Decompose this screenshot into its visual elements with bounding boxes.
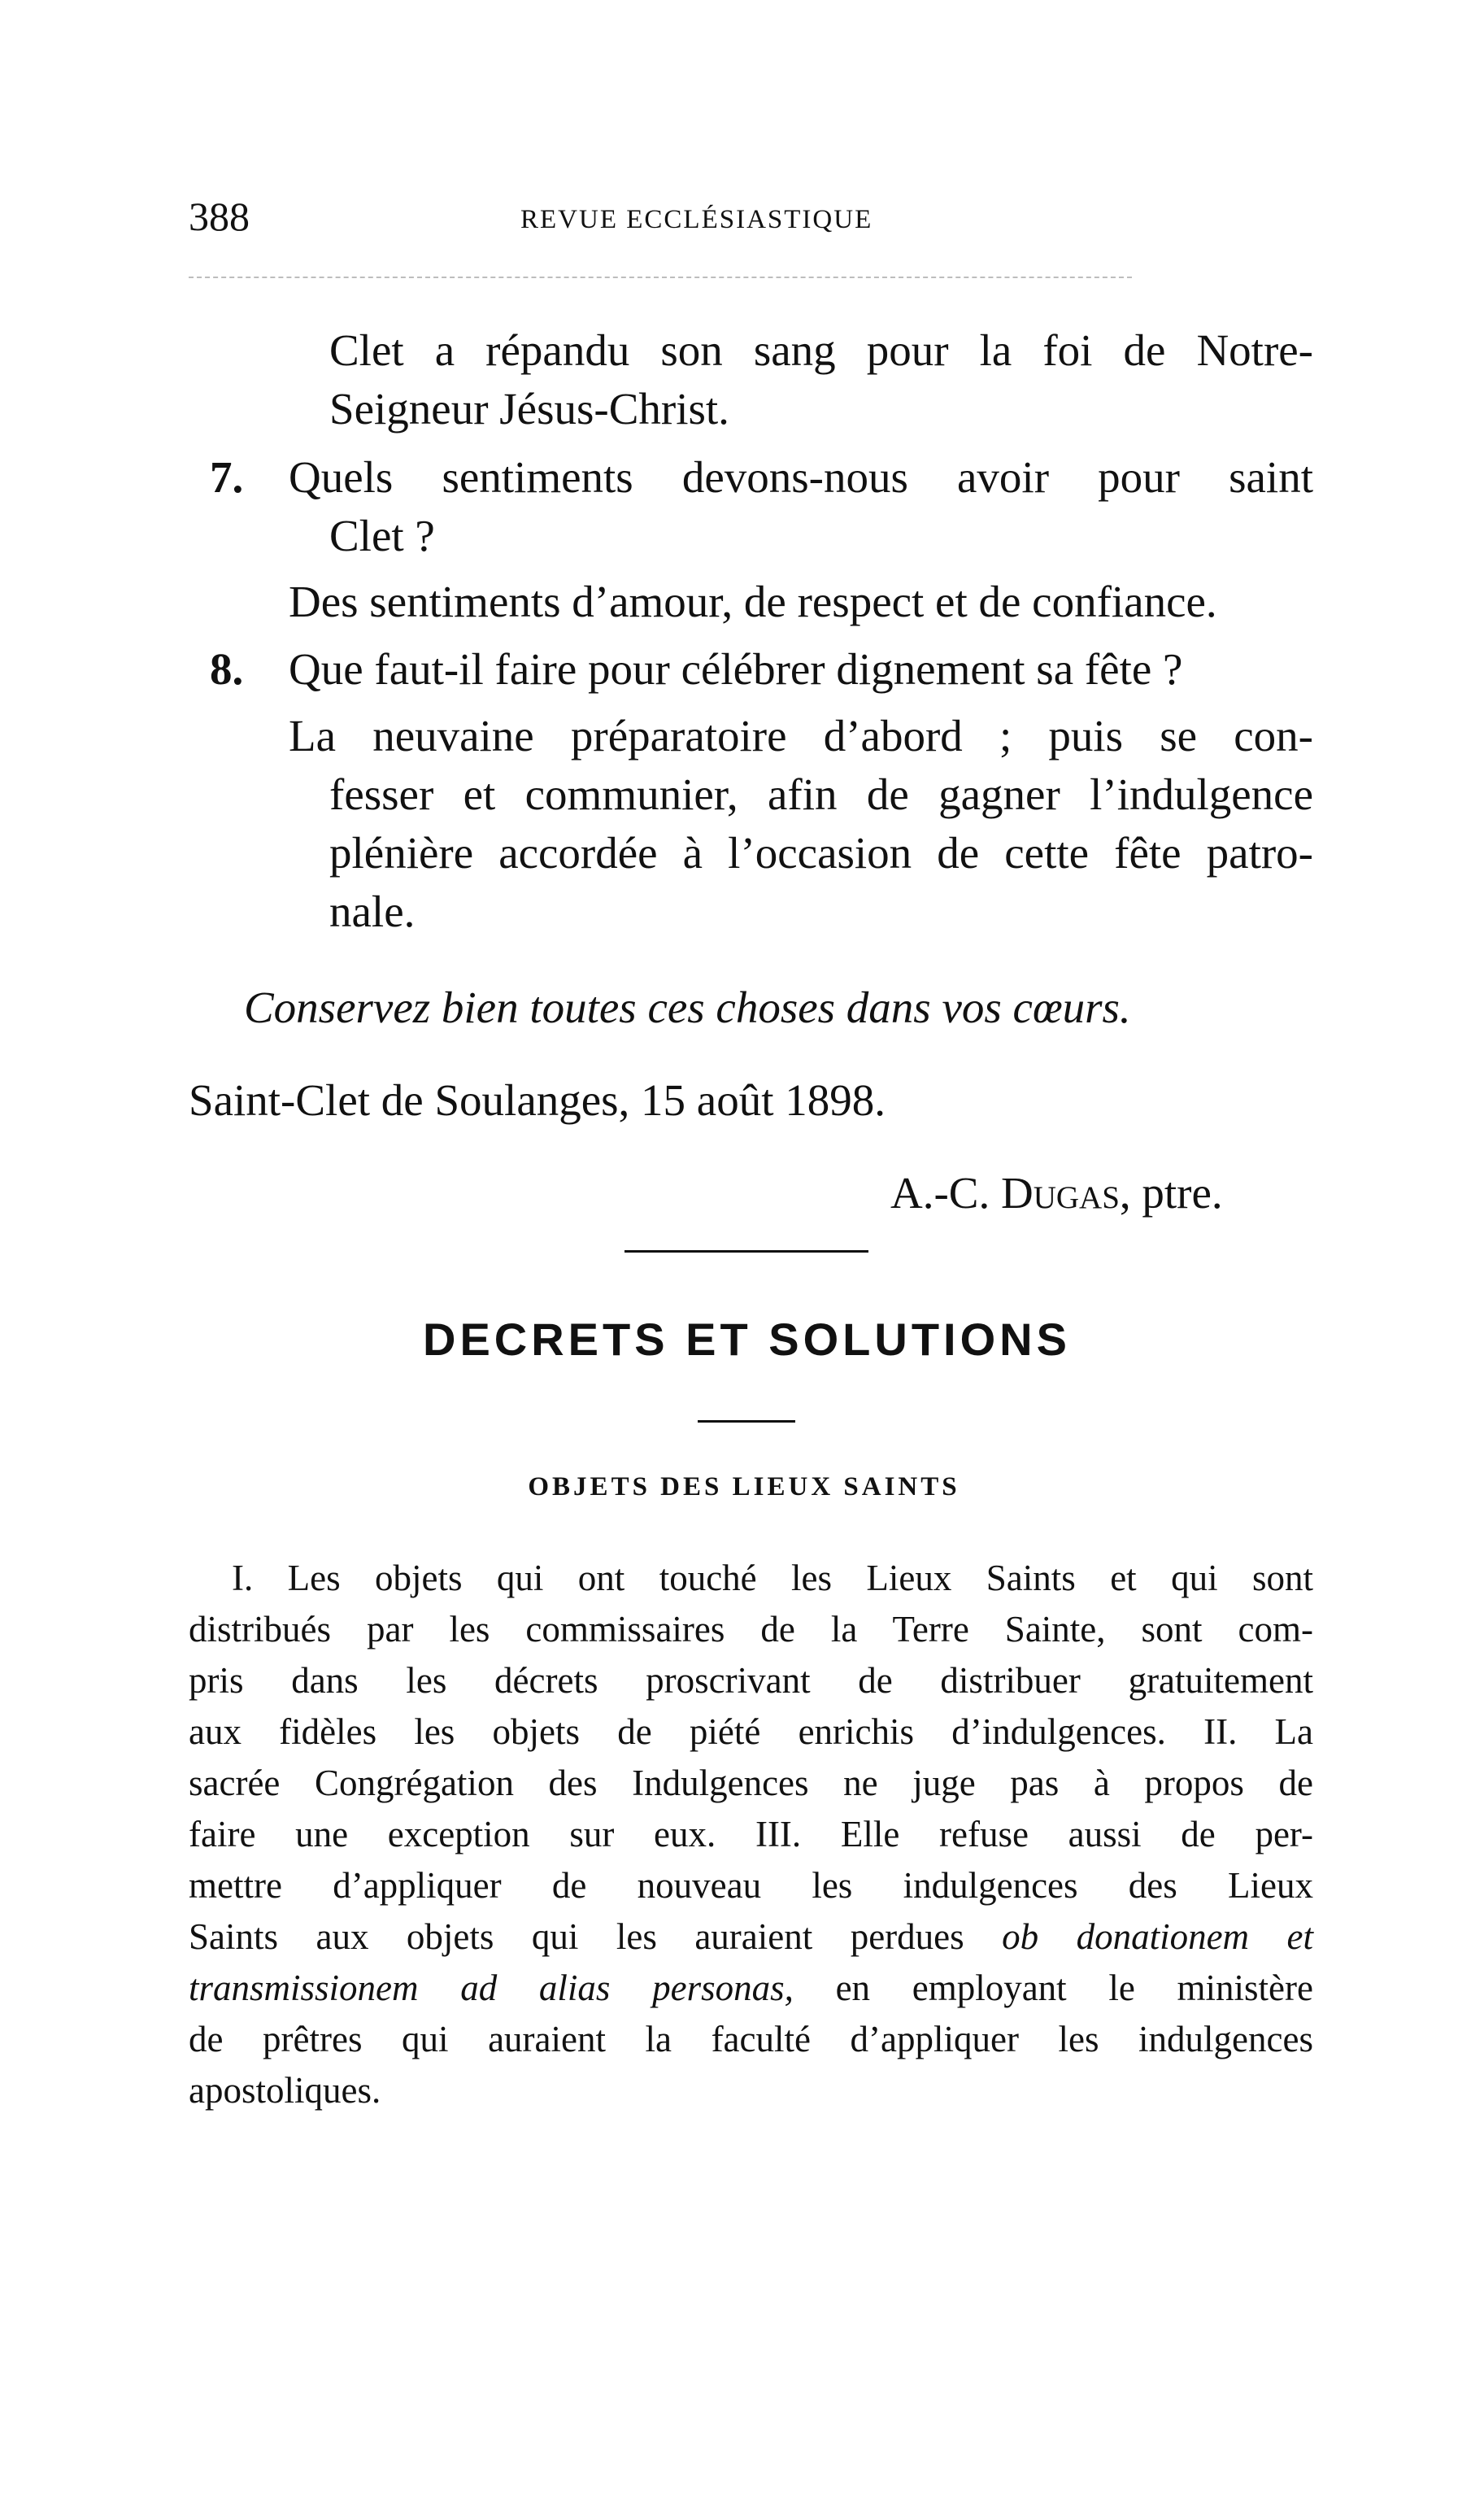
page-number: 388 [189, 194, 250, 239]
subsection-title: OBJETS DES LIEUX SAINTS [528, 1472, 960, 1501]
question7-line-1: Quels sentiments devons-nous avoir pour saint [289, 452, 1313, 502]
paragraph-line-4: aux fidèles les objets de piété enrichis d’indulgences. II. La [189, 1711, 1313, 1752]
place-date: Saint-Clet de Soulanges, 15 août 1898. [189, 1075, 886, 1125]
paragraph-line-8 [189, 1912, 1313, 1961]
answer6-line-2: Seigneur Jésus-Christ. [329, 384, 729, 434]
answer8-line-4: nale. [329, 887, 416, 936]
answer8-line-3: plénière accordée à l’occasion de cette fête patro- [329, 828, 1313, 878]
answer7: Des sentiments d’amour, de respect et de confiance. [289, 577, 1217, 626]
paragraph-line-7: mettre d’appliquer de nouveau les indulgences des Lieux [189, 1865, 1313, 1906]
signature-title: , ptre. [1119, 1168, 1223, 1218]
question7-number: 7. [210, 452, 244, 502]
question7-line-2: Clet ? [329, 511, 435, 560]
paragraph-line-2: distribués par les commissaires de la Terre Sainte, sont com- [189, 1609, 1313, 1650]
question8-number: 8. [210, 644, 244, 694]
answer6-line-1: Clet a répandu son sang pour la foi de Notre- [329, 325, 1313, 375]
answer8-line-2: fesser et communier, afin de gagner l’indulgence [329, 769, 1313, 819]
paragraph-line-9-latin: transmissionem ad alias personas, [189, 1968, 794, 2008]
running-title: REVUE ECCLÉSIASTIQUE [520, 205, 873, 234]
paragraph-line-11: apostoliques. [189, 2070, 381, 2111]
paragraph-line-8-latin: ob donationem et [1002, 1916, 1313, 1957]
paragraph-line-1: I. Les objets qui ont touché les Lieux Saints et qui sont [232, 1558, 1313, 1598]
paragraph-line-5: sacrée Congrégation des Indulgences ne juge pas à propos de [189, 1763, 1313, 1803]
paragraph-line-9-text: en employant le ministère [793, 1968, 1313, 2008]
paragraph-line-3: pris dans les décrets proscrivant de distribuer gratuitement [189, 1660, 1313, 1701]
paragraph-line-8-text: Saints aux objets qui les auraient perdues [189, 1916, 1003, 1957]
question8: Que faut-il faire pour célébrer dignement sa fête ? [289, 644, 1183, 694]
section-separator [624, 1250, 868, 1253]
paragraph-line-10: de prêtres qui auraient la faculté d’appliquer les indulgences [189, 2019, 1313, 2059]
section-title: DECRETS ET SOLUTIONS [423, 1314, 1071, 1365]
answer8-line-1: La neuvaine préparatoire d’abord ; puis se con- [289, 711, 1313, 760]
header-divider [189, 277, 1132, 278]
signature [890, 1166, 1313, 1220]
paragraph-line-6: faire une exception sur eux. III. Elle refuse aussi de per- [189, 1814, 1313, 1854]
signature-name: Dugas [1000, 1168, 1120, 1218]
signature-initials: A.-C. [890, 1168, 1001, 1218]
title-underline [698, 1420, 795, 1423]
closing-exhortation: Conservez bien toutes ces choses dans vos cœurs. [244, 983, 1131, 1032]
paragraph-line-9 [189, 1963, 1313, 2012]
